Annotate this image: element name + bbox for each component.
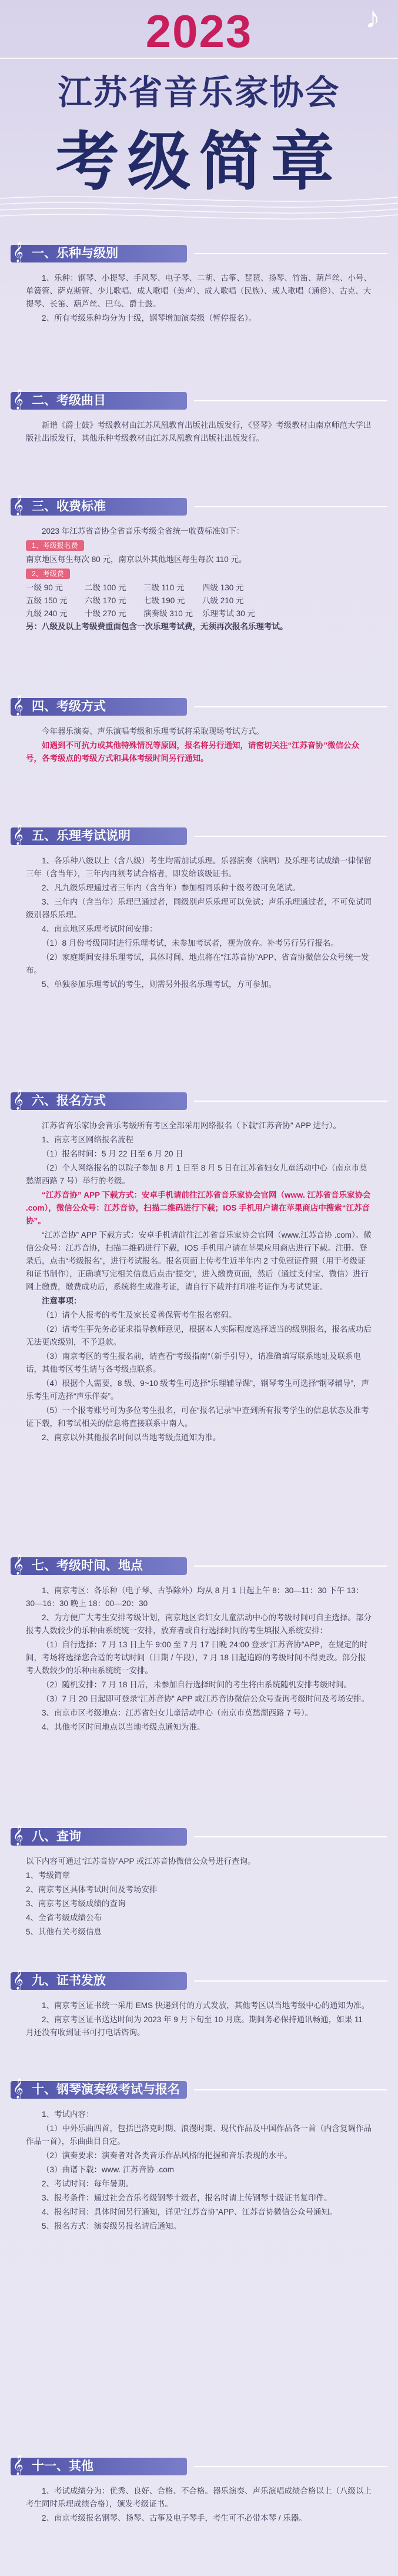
fee-cell: 乐理考试 30 元	[202, 609, 256, 618]
music-clef-icon: 𝄞	[13, 1555, 24, 1574]
music-clef-icon: 𝄞	[13, 2079, 24, 2098]
fee-cell: 八级 210 元	[202, 596, 244, 605]
section-body	[26, 1855, 372, 1939]
section-9	[0, 1969, 398, 2040]
paragraph: （3）7 月 20 日起即可登录“江苏音协” APP 或江苏音协微信公众号查询考级时间及考场安排。	[42, 1694, 370, 1703]
paragraph: （2）个人网络报名的以院子参加 8 月 1 日至 8 月 5 日在江苏省妇女儿童活动中心（南京市莫愁湖西路 7 号）举行的考级。	[26, 1164, 367, 1185]
paragraph: （1）请个人报考的考生及家长妥善保管考生报名密码。	[42, 1311, 237, 1319]
section-header	[0, 1089, 398, 1115]
paragraph: 以下内容可通过“江苏音协”APP 或江苏音协微信公众号进行查询。	[26, 1857, 256, 1866]
music-clef-icon: 𝄞	[13, 390, 24, 409]
section-body	[26, 2485, 372, 2525]
paragraph: 4、其他考区时间地点以当地考级点通知为准。	[42, 1723, 205, 1731]
paragraph: （3）南京考区的考生报名前，请查看“考级指南”（新手引导），请准确填写联系地址及联系电话，其他考区考生请与各考级点联系。	[26, 1352, 361, 1374]
section-title: 三、收费标准	[32, 500, 106, 513]
section-6	[0, 1089, 398, 1445]
paragraph: 5、报名方式：演奏级另报名请后通知。	[42, 2222, 182, 2231]
paragraph: 如遇到不可抗力或其他特殊情况等原因，报名将另行通知，请密切关注“江苏音协”微信公众号，各考级点的考级方式和具体考级时间另行通知。	[26, 741, 359, 763]
paragraph: 江苏省音乐家协会音乐考级所有考区全部采用网络报名（下载“江苏音协” APP 进行）。	[42, 1121, 342, 1130]
paragraph: 1、乐种：钢琴、小提琴、手风琴、电子琴、二胡、古筝、琵琶、扬琴、竹笛、葫芦丝、小号、单簧管、萨克斯管、少儿歌唱、成人歌唱（美声）、成人歌唱（民族）、成人歌唱（通俗）、古克、大提琴、长笛、葫芦丝、巴乌、爵士鼓。	[26, 274, 372, 308]
org-title: 江苏省音乐家协会	[58, 74, 340, 112]
paragraph: 2、南京以外其他报名时间以当地考级点通知为准。	[42, 1433, 221, 1442]
section-body	[26, 419, 372, 445]
paragraph: 3、报考条件：通过社会音乐考级钢琴十级者，报名时请上传钢琴十级证书复印件。	[42, 2193, 332, 2202]
divider	[194, 1565, 387, 1567]
section-title: 四、考级方式	[32, 700, 106, 713]
music-note-icon: ♪	[365, 1, 380, 35]
paragraph: （2）随机安排：7 月 18 日后，未参加自行选择时间的考生将由系统随机安排考级时间。	[42, 1680, 352, 1689]
paragraph: 另：八级及以上考级费重面包含一次乐理考试费，无须再次报名乐理考试。	[26, 622, 288, 631]
section-title: 九、证书发放	[32, 1974, 106, 1987]
paragraph: 2、所有考级乐种均分为十级，钢琴增加演奏级（暂停报名）。	[42, 314, 257, 323]
paragraph: 1、考试内容：	[42, 2110, 94, 2119]
music-clef-icon: 𝄞	[13, 242, 24, 262]
paragraph: 1、南京考区证书统一采用 EMS 快递到付的方式发放，其他考区以当地考级中心的通知为准。	[42, 2001, 370, 2010]
paragraph: 1、各乐种八级以上（含八级）考生均需加试乐理。乐器演奏（演唱）及乐理考试成绩一律保留三年（含当年），三年内再须考试合格者，即发给该级证书。	[26, 856, 372, 878]
section-header	[0, 494, 398, 520]
music-clef-icon: 𝄞	[13, 496, 24, 515]
paragraph: （1）自行选择：7 月 13 日上午 9:00 至 7 月 17 日晚 24:00 登录“江苏音协”APP，在规定的时间，考场将选择您合适的考试时间（日期 / 午段），7 月 18 日起追踪的考级时间不得更改。部分报考人数较少的乐种由系统统一安排。	[26, 1640, 368, 1675]
divider	[194, 1836, 387, 1837]
paragraph: 2、考试时间：每年暑期。	[42, 2179, 134, 2188]
divider	[194, 400, 387, 401]
paragraph: （2）请考生事先务必证求指导教师意见，根据本人实际程度选择适当的级别报名，报名成功后无法更改级别，不予退款。	[26, 1325, 372, 1347]
fee-cell: 四级 130 元	[202, 583, 244, 592]
section-title: 八、查询	[32, 1830, 81, 1843]
fee-cell: 九级 240 元	[26, 609, 68, 618]
divider	[194, 1980, 387, 1982]
fee-row	[26, 581, 372, 594]
section-header	[0, 2078, 398, 2103]
section-body	[26, 1119, 372, 1444]
paragraph: “江苏音协” APP 下载方式：安卓手机请前往江苏省音乐家协会官网（www. 江苏省音乐家协会 .com），微信公众号：江苏音协，扫描二维码进行下载；IOS 手机用户请在苹果商店中搜索“江苏音协”。	[26, 1191, 371, 1225]
divider	[194, 506, 387, 507]
fee-cell: 六级 170 元	[85, 596, 126, 605]
music-clef-icon: 𝄞	[13, 1826, 24, 1845]
section-body	[26, 725, 372, 765]
section-5	[0, 824, 398, 992]
music-clef-icon: 𝄞	[13, 825, 24, 845]
section-title: 六、报名方式	[32, 1094, 106, 1108]
fee-tag: 1、考级报名费	[26, 540, 84, 551]
section-header	[0, 1969, 398, 1995]
section-4	[0, 694, 398, 766]
list-item: 5、其他有关考级信息	[26, 1927, 102, 1936]
fee-cell: 十级 270 元	[85, 609, 126, 618]
paragraph: 2、南京考区证书送达时间为 2023 年 9 月下旬至 10 月底。期间务必保持通讯畅通，如果 11 月还没有收到证书可打电话咨询。	[26, 2015, 363, 2037]
section-header	[0, 1554, 398, 1580]
page-title: 考级简章	[55, 126, 343, 197]
paragraph: 2023 年江苏省音协全省音乐考级全省统一收费标准如下：	[42, 527, 245, 536]
paragraph: 2、南京考级报名钢琴、扬琴、古筝及电子琴手，考生可不必带本琴 / 乐器。	[42, 2514, 307, 2522]
paragraph: 2、为方便广大考生安排考级计划，南京地区省妇女儿童活动中心的考级时间可自主选择。部分报考人数较少的乐种由系统统一安排，放弃者或自行选择时间的考生填报入系统安排：	[26, 1613, 372, 1635]
divider	[194, 253, 387, 254]
divider	[194, 1101, 387, 1102]
fee-row	[26, 607, 372, 620]
paragraph: 5、单独参加乐理考试的考生，则需另外报名乐理考试，方可参加。	[42, 980, 277, 989]
section-3	[0, 494, 398, 634]
paragraph: （5）一个报考账号可为多位考生报名，可在“报名记录”中查到所有报考学生的信息状态及准考证下载，和考试相关的信息将直接联系中南人。	[26, 1406, 369, 1428]
paragraph: （4）根据个人需要，8 级、9~10 级考生可选择“乐理辅导课”，钢琴考生可选择“钢琴辅导”，声乐考生可选择“声乐伴奏”。	[26, 1379, 369, 1401]
paragraph: 4、南京地区乐理考试时间安排：	[42, 925, 158, 933]
paragraph: “江苏音协” APP 下载方式：安卓手机请前往江苏省音乐家协会官网（www.江苏音协 .com）。微信公众号：江苏音协，扫描二维码进行下载，IOS 手机用户请在苹果应用商店进行下载。注册、登录后，点击“考级报名”，进行考试报名。报名页面上传考生近半年内 2 寸免冠证件照（用于考级证和证书制作），正确填写完相关信息后点击“提交”，进入缴费页面，然后（通过支付宝、微信）进行网上缴费，缴费成功后，系统将生成准考证，请自行下载并打印准考证作为考试凭证。	[26, 1231, 372, 1291]
paragraph: （2）演奏要求：演奏者对各类音乐作品风格的把握和音乐表现的水平。	[42, 2151, 293, 2160]
section-title: 一、乐种与级别	[32, 247, 118, 260]
section-7	[0, 1554, 398, 1735]
section-title: 七、考级时间、地点	[32, 1559, 143, 1573]
fee-cell: 一级 90 元	[26, 583, 63, 592]
section-body	[26, 2108, 372, 2233]
paragraph: 1、南京考区：各乐种（电子琴、古筝除外）均从 8 月 1 日起上午 8：30—11：30 下午 13：30—16：30 晚上 18：00—20：30	[26, 1586, 364, 1608]
paragraph: （2）家庭期间安排乐理考试，具体时间、地点将在“江苏音协”APP、省音协微信公众号统一发布。	[26, 953, 369, 975]
paragraph: 注意事项：	[42, 1297, 82, 1305]
section-header	[0, 824, 398, 850]
music-clef-icon: 𝄞	[13, 2455, 24, 2475]
year-title: 2023	[145, 5, 253, 57]
music-clef-icon: 𝄞	[13, 1970, 24, 1989]
paragraph: 1、考试成绩分为：优秀、良好、合格、不合格。器乐演奏、声乐演唱成绩合格以上（八级以上考生同时乐理成绩合格），颁发考级证书。	[26, 2487, 372, 2508]
paragraph: （1）中外乐曲四首，包括巴洛克时期、浪漫时期、现代作品及中国作品各一首（内含复调作品作品一首），乐曲曲目自定。	[26, 2124, 372, 2146]
music-clef-icon: 𝄞	[13, 1090, 24, 1109]
list-item: 4、全省考级成绩公布	[26, 1913, 102, 1922]
header	[0, 0, 398, 235]
fee-tag: 2、考级费	[26, 569, 70, 579]
paragraph: 今年器乐演奏、声乐演唱考级和乐理考试将采取现场考试方式。	[42, 727, 264, 736]
paragraph: （1）报名时间：5 月 22 日至 6 月 20 日	[42, 1149, 183, 1158]
divider	[194, 706, 387, 707]
section-body	[26, 1584, 372, 1734]
section-title: 五、乐理考试说明	[32, 829, 131, 843]
fee-cell: 演奏级 310 元	[143, 609, 193, 618]
section-body	[26, 1999, 372, 2039]
fee-cell: 二级 100 元	[85, 583, 126, 592]
list-item: 2、南京考区具体考试时间及考场安排	[26, 1885, 158, 1894]
fee-cell: 五级 150 元	[26, 596, 68, 605]
section-header	[0, 241, 398, 267]
paragraph: （3）曲谱下载：www. 江苏音协 .com	[42, 2165, 175, 2174]
music-staff-decoration	[0, 191, 398, 227]
list-item: 3、南京考区考级成绩的查询	[26, 1899, 126, 1908]
section-10	[0, 2078, 398, 2234]
paragraph: 4、报名时间：具体时间另行通知，详见“江苏音协”APP、江苏音协微信公众号通知。	[42, 2208, 337, 2216]
section-1	[0, 241, 398, 326]
section-body	[26, 855, 372, 991]
fee-cell: 三级 110 元	[143, 583, 185, 592]
divider	[194, 2089, 387, 2090]
section-title: 十、钢琴演奏级考试与报名	[32, 2083, 180, 2096]
paragraph: 新谱《爵士鼓》考级教材由江苏凤凰教育出版社出版发行，《竖琴》考级教材由南京师范大学出版社出版发行，其他乐种考级教材由江苏凤凰教育出版社出版发行。	[26, 421, 372, 443]
paragraph: 2、凡九级乐理通过者三年内（含当年）参加相同乐种十级考级可免笔试。	[42, 883, 300, 892]
section-body	[26, 272, 372, 325]
section-body	[26, 525, 372, 633]
paragraph: 南京地区每生每次 80 元，南京以外其他地区每生每次 110 元。	[26, 555, 247, 564]
section-header	[0, 2454, 398, 2480]
section-title: 十一、其他	[32, 2459, 93, 2473]
music-clef-icon: 𝄞	[13, 696, 24, 715]
section-11	[0, 2454, 398, 2526]
list-item: 1、考级简章	[26, 1871, 71, 1880]
paragraph: （1）8 月份考级同时进行乐理考试，未参加考试者，视为放弃。补考另行另行报名。	[42, 939, 339, 948]
section-header	[0, 694, 398, 720]
section-title: 二、考级曲目	[32, 394, 106, 407]
section-2	[0, 388, 398, 446]
divider	[194, 2466, 387, 2467]
section-8	[0, 1824, 398, 1940]
paragraph: 3、南京市区考级地点：江苏省妇女儿童活动中心（南京市莫愁湖西路 7 号）。	[42, 1709, 313, 1717]
section-header	[0, 1824, 398, 1850]
paragraph: 1、南京考区网络报名流程	[42, 1135, 134, 1144]
fee-row	[26, 594, 372, 607]
paragraph: 3、三年内（含当年）乐理已通过者，同级别声乐乐理可以免试；声乐乐理通过者，不可免试同级别器乐乐理。	[26, 898, 372, 919]
fee-cell: 七级 190 元	[143, 596, 185, 605]
divider	[194, 836, 387, 837]
section-header	[0, 388, 398, 414]
